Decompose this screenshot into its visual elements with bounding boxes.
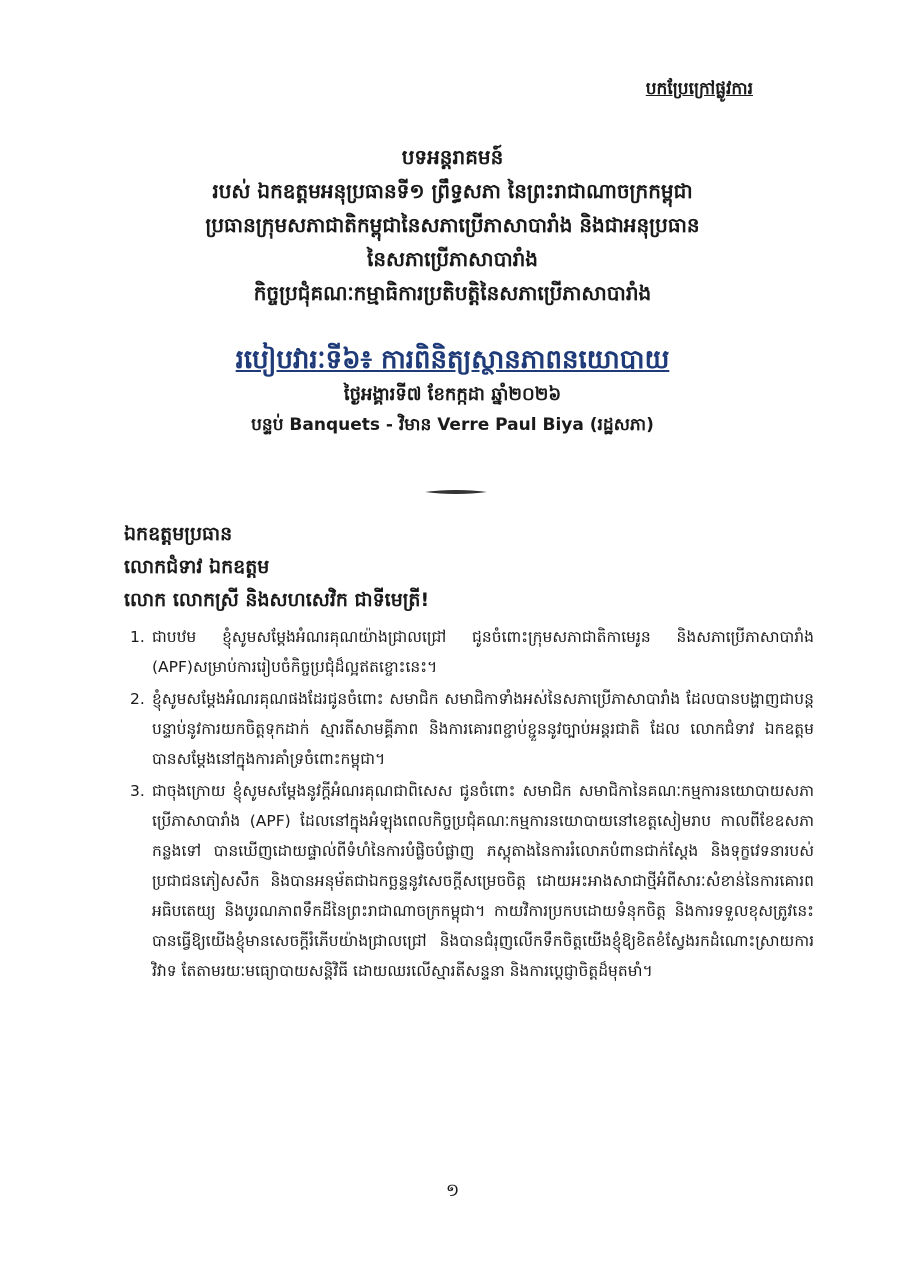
salutation-line-2: លោកជំទាវ ឯកឧត្តម xyxy=(124,556,270,578)
title-line-2: របស់ ឯកឧត្តមអនុប្រធានទី១ ព្រឹទ្ធសភា នៃព្រះរាជាណាចក្រកម្ពុជា xyxy=(212,179,693,203)
agenda-title: របៀបវារៈទី៦៖ ការពិនិត្យស្ថានភាពនយោបាយ xyxy=(235,345,670,375)
title-line-3: ប្រធានក្រុមសភាជាតិកម្ពុជានៃសភាប្រើភាសាបារាំង និងជាអនុប្រធាន xyxy=(205,213,700,237)
list-item-number: 2. xyxy=(130,690,145,708)
salutation-block xyxy=(124,518,804,617)
salutation-line-1: ឯកឧត្តមប្រធាន xyxy=(124,523,233,545)
agenda-date: ថ្ងៃអង្គារទី៧ ខែកក្កដា ឆ្នាំ២០២៦ xyxy=(343,384,562,405)
title-line-5: កិច្ចប្រជុំគណៈកម្មាធិការប្រតិបត្តិនៃសភាប្រើភាសាបារាំង xyxy=(253,281,652,305)
list-item-number: 3. xyxy=(130,782,145,800)
list-item-number: 1. xyxy=(130,628,145,646)
list-item-text: ជាចុងក្រោយ ខ្ញុំសូមសម្តែងនូវក្តីអំណរគុណជាពិសេស ជូនចំពោះ សមាជិក សមាជិកានៃគណៈកម្មការនយោបាយសភាប្រើភាសាបារាំង (APF) ដែលនៅក្នុងអំឡុងពេលកិច្ចប្រជុំគណៈកម្មការនយោបាយនៅខេត្តសៀមរាប កាលពីខែឧសភាកន្លងទៅ បានឃើញដោយផ្ទាល់ពីទំហំនៃការបំផ្លិចបំផ្លាញ ភស្តុតាងនៃការរំលោភបំពានជាក់ស្តែង និងទុក្ខវេទនារបស់ប្រជាជនភៀសសឹក និងបានអនុម័តជាឯកច្ឆន្ទនូវសេចក្តីសម្រេចចិត្ត ដោយអះអាងសាជាថ្មីអំពីសារៈសំខាន់នៃការគោរពអធិបតេយ្យ និងបូរណភាពទឹកដីនៃព្រះរាជាណាចក្រកម្ពុជា។ កាយវិការប្រកបដោយទំនុកចិត្ត និងការទទួលខុសត្រូវនេះ បានធ្វើឱ្យយើងខ្ញុំមានសេចក្តីរំភើបយ៉ាងជ្រាលជ្រៅ និងបានជំរុញលើកទឹកចិត្តយើងខ្ញុំឱ្យខិតខំស្វែងរកដំណោះស្រាយការវិវាទ តែតាមរយៈមធ្យោបាយសន្តិវិធី ដោយឈរលើស្មារតីសន្ទនា និងការប្តេជ្ញាចិត្តដ៏មុតមាំ។ xyxy=(152,782,814,980)
page-number: ១ xyxy=(445,1180,460,1201)
agenda-venue: បន្ទប់ Banquets - វិមាន Verre Paul Biya (រដ្ឋសភា) xyxy=(251,415,654,435)
salutation-line-3: លោក លោកស្រី និងសហសេវិក ជាទីមេត្រី! xyxy=(124,589,430,611)
ornament-divider-icon xyxy=(425,488,487,496)
list-item-text: ជាបឋម ខ្ញុំសូមសម្តែងអំណរគុណយ៉ាងជ្រាលជ្រៅ ជូនចំពោះក្រុមសភាជាតិកាមេរូន និងសភាប្រើភាសាបារាំង (APF)សម្រាប់ការរៀបចំកិច្ចប្រជុំដ៏ល្អឥតខ្ចោះនេះ។ xyxy=(152,628,814,676)
title-line-1: បទអន្តរាគមន៍ xyxy=(401,145,504,169)
list-item xyxy=(124,622,814,682)
list-item xyxy=(124,684,814,774)
list-item-text: ខ្ញុំសូមសម្តែងអំណរគុណផងដែរជូនចំពោះ សមាជិក សមាជិកាទាំងអស់នៃសភាប្រើភាសាបារាំង ដែលបានបង្ហាញជាបន្តបន្ទាប់នូវការយកចិត្តទុកដាក់ ស្មារតីសាមគ្គីភាព និងការគោរពខ្ជាប់ខ្ជួននូវច្បាប់អន្តរជាតិ ដែល លោកជំទាវ ឯកឧត្តម បានសម្តែងនៅក្នុងការគាំទ្រចំពោះកម្ពុជា។ xyxy=(152,690,814,768)
list-item xyxy=(124,776,814,986)
title-line-4: នៃសភាប្រើភាសាបារាំង xyxy=(367,247,538,271)
title-block xyxy=(0,140,905,310)
paragraph-list xyxy=(124,622,814,988)
unofficial-translation-label: បកប្រែក្រៅផ្លូវការ xyxy=(645,79,753,99)
agenda-block xyxy=(0,340,905,440)
